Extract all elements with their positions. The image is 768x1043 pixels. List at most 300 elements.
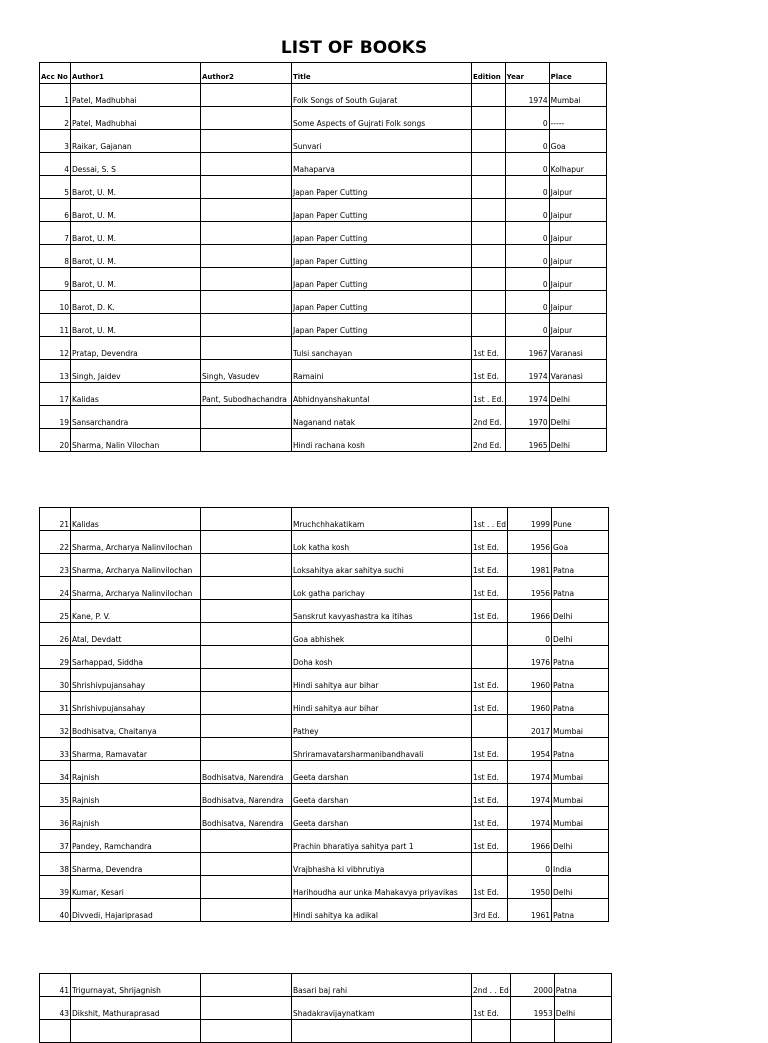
- cell-author1: Barot, U. M.: [71, 268, 201, 291]
- cell-year: 1961: [508, 899, 552, 922]
- cell-author2: [201, 623, 292, 646]
- cell-author2: [201, 997, 292, 1020]
- cell-edition: [472, 715, 508, 738]
- cell-author2: [201, 314, 292, 337]
- cell-title: Basari baj rahi: [292, 974, 472, 997]
- cell-author1: Sharma, Devendra: [71, 853, 201, 876]
- cell-place: Jaipur: [549, 268, 606, 291]
- cell-acc-no: 32: [40, 715, 71, 738]
- cell-edition: 1st Ed.: [472, 600, 508, 623]
- table-row: [40, 429, 607, 452]
- cell-acc-no: 43: [40, 997, 71, 1020]
- cell-title: Japan Paper Cutting: [292, 222, 472, 245]
- table-row: [40, 646, 609, 669]
- cell-acc-no: 17: [40, 383, 71, 406]
- cell-edition: 1st . . Ed: [472, 508, 508, 531]
- cell-place: Mumbai: [549, 84, 606, 107]
- cell-edition: [472, 107, 506, 130]
- cell-acc-no: 1: [40, 84, 71, 107]
- cell-title: Shadakravijaynatkam: [292, 997, 472, 1020]
- cell-place: Patna: [552, 738, 609, 761]
- cell-year: 1970: [505, 406, 549, 429]
- cell-place: Delhi: [549, 383, 606, 406]
- cell-author2: [201, 876, 292, 899]
- cell-edition: 1st Ed.: [472, 360, 506, 383]
- cell-author1: Divvedi, Hajariprasad: [71, 899, 201, 922]
- table-row: [40, 337, 607, 360]
- cell-author2: [201, 830, 292, 853]
- page-title: LIST OF BOOKS: [280, 38, 428, 58]
- cell-title: Doha kosh: [292, 646, 472, 669]
- cell-author1: Singh, Jaidev: [71, 360, 201, 383]
- cell-edition: [472, 314, 506, 337]
- cell-title: Pathey: [292, 715, 472, 738]
- table-row: [40, 1020, 612, 1043]
- cell-acc-no: 29: [40, 646, 71, 669]
- cell-place: Goa: [549, 130, 606, 153]
- cell-author2: [201, 715, 292, 738]
- cell-title: Geeta darshan: [292, 761, 472, 784]
- table-row: [40, 383, 607, 406]
- cell-title: Japan Paper Cutting: [292, 245, 472, 268]
- cell-acc-no: 9: [40, 268, 71, 291]
- cell-edition: 1st Ed.: [472, 554, 508, 577]
- table-row: [40, 291, 607, 314]
- cell-author2: [201, 899, 292, 922]
- cell-year: 1974: [505, 84, 549, 107]
- cell-author2: [201, 577, 292, 600]
- cell-author1: Barot, U. M.: [71, 222, 201, 245]
- cell-author1: Patel, Madhubhai: [71, 107, 201, 130]
- cell-year: 0: [505, 153, 549, 176]
- cell-place: Delhi: [552, 830, 609, 853]
- cell-year: 1960: [508, 692, 552, 715]
- cell-author1: Rajnish: [71, 761, 201, 784]
- cell-author2: [201, 153, 292, 176]
- cell-author2: [201, 692, 292, 715]
- cell-place: Patna: [552, 899, 609, 922]
- cell-place: Patna: [552, 669, 609, 692]
- cell-title: Lok katha kosh: [292, 531, 472, 554]
- table-row: [40, 360, 607, 383]
- cell-title: Shriramavatarsharmanibandhavali: [292, 738, 472, 761]
- header-author2: Author2: [201, 63, 292, 84]
- cell-title: Goa abhishek: [292, 623, 472, 646]
- cell-author1: Rajnish: [71, 784, 201, 807]
- cell-year: 1953: [510, 997, 554, 1020]
- cell-acc-no: 23: [40, 554, 71, 577]
- cell-acc-no: 21: [40, 508, 71, 531]
- cell-acc-no: 20: [40, 429, 71, 452]
- cell-author1: Barot, U. M.: [71, 199, 201, 222]
- cell-author1: Pandey, Ramchandra: [71, 830, 201, 853]
- table-row: [40, 807, 609, 830]
- cell-author1: Atal, Devdatt: [71, 623, 201, 646]
- cell-title: Hindi sahitya aur bihar: [292, 669, 472, 692]
- cell-year: 1960: [508, 669, 552, 692]
- cell-author1: Barot, U. M.: [71, 176, 201, 199]
- cell-edition: 1st Ed.: [472, 669, 508, 692]
- cell-edition: [472, 853, 508, 876]
- cell-year: 1966: [508, 600, 552, 623]
- cell-author1: Barot, U. M.: [71, 314, 201, 337]
- table-row: [40, 508, 609, 531]
- books-table-block-1: [39, 62, 607, 452]
- cell-title: Geeta darshan: [292, 807, 472, 830]
- cell-edition: [472, 1020, 511, 1043]
- cell-year: 1974: [508, 784, 552, 807]
- cell-year: 0: [505, 222, 549, 245]
- table-row: [40, 406, 607, 429]
- cell-author2: [201, 222, 292, 245]
- cell-title: Japan Paper Cutting: [292, 291, 472, 314]
- header-edition: Edition: [472, 63, 506, 84]
- cell-place: Delhi: [552, 623, 609, 646]
- cell-place: -----: [549, 107, 606, 130]
- cell-author2: [201, 646, 292, 669]
- cell-year: 1999: [508, 508, 552, 531]
- table-row: [40, 314, 607, 337]
- cell-author2: [201, 291, 292, 314]
- cell-author1: Kalidas: [71, 508, 201, 531]
- cell-title: Prachin bharatiya sahitya part 1: [292, 830, 472, 853]
- cell-edition: 1st Ed.: [472, 337, 506, 360]
- cell-place: Delhi: [552, 876, 609, 899]
- cell-author2: Bodhisatva, Narendra: [201, 761, 292, 784]
- cell-year: 1974: [505, 383, 549, 406]
- cell-place: Patna: [552, 646, 609, 669]
- cell-author2: [201, 600, 292, 623]
- cell-year: 0: [505, 176, 549, 199]
- cell-acc-no: 33: [40, 738, 71, 761]
- cell-edition: [472, 222, 506, 245]
- cell-author1: Sarhappad, Siddha: [71, 646, 201, 669]
- cell-year: 1954: [508, 738, 552, 761]
- cell-edition: 2nd . . Ed: [472, 974, 511, 997]
- cell-author2: Bodhisatva, Narendra: [201, 807, 292, 830]
- cell-year: 1974: [508, 761, 552, 784]
- cell-place: Patna: [552, 577, 609, 600]
- cell-edition: 2nd Ed.: [472, 429, 506, 452]
- cell-acc-no: 22: [40, 531, 71, 554]
- cell-author2: [201, 406, 292, 429]
- cell-place: Mumbai: [552, 761, 609, 784]
- cell-place: [554, 1020, 611, 1043]
- cell-acc-no: 36: [40, 807, 71, 830]
- cell-year: 1950: [508, 876, 552, 899]
- cell-author2: [201, 974, 292, 997]
- cell-author2: Pant, Subodhachandra: [201, 383, 292, 406]
- header-title: Title: [292, 63, 472, 84]
- cell-title: Harihoudha aur unka Mahakavya priyavikas: [292, 876, 472, 899]
- cell-place: Kolhapur: [549, 153, 606, 176]
- cell-edition: [472, 84, 506, 107]
- cell-acc-no: 8: [40, 245, 71, 268]
- table-row: [40, 738, 609, 761]
- cell-author1: Pratap, Devendra: [71, 337, 201, 360]
- cell-author1: Dessai, S. S: [71, 153, 201, 176]
- cell-edition: 1st Ed.: [472, 761, 508, 784]
- cell-author1: Sharma, Archarya Nalinvilochan: [71, 554, 201, 577]
- cell-title: Japan Paper Cutting: [292, 314, 472, 337]
- header-place: Place: [549, 63, 606, 84]
- cell-edition: [472, 153, 506, 176]
- cell-place: Jaipur: [549, 222, 606, 245]
- cell-year: 0: [505, 130, 549, 153]
- table-row: [40, 623, 609, 646]
- cell-acc-no: 35: [40, 784, 71, 807]
- cell-acc-no: 40: [40, 899, 71, 922]
- cell-place: Jaipur: [549, 199, 606, 222]
- cell-author1: Sharma, Archarya Nalinvilochan: [71, 531, 201, 554]
- table-row: [40, 600, 609, 623]
- cell-acc-no: 37: [40, 830, 71, 853]
- cell-edition: 1st . Ed.: [472, 383, 506, 406]
- cell-year: 0: [505, 107, 549, 130]
- table-row: [40, 899, 609, 922]
- cell-author1: Kumar, Kesari: [71, 876, 201, 899]
- cell-title: Loksahitya akar sahitya suchi: [292, 554, 472, 577]
- cell-title: Folk Songs of South Gujarat: [292, 84, 472, 107]
- cell-edition: 1st Ed.: [472, 830, 508, 853]
- cell-place: Delhi: [549, 429, 606, 452]
- cell-edition: [472, 646, 508, 669]
- cell-author1: Sharma, Nalin Vilochan: [71, 429, 201, 452]
- cell-place: Goa: [552, 531, 609, 554]
- cell-acc-no: 26: [40, 623, 71, 646]
- books-table-block-2: [39, 507, 609, 922]
- table-row: [40, 577, 609, 600]
- cell-title: Lok gatha parichay: [292, 577, 472, 600]
- cell-edition: 3rd Ed.: [472, 899, 508, 922]
- cell-title: Tulsi sanchayan: [292, 337, 472, 360]
- cell-year: 2000: [510, 974, 554, 997]
- cell-place: Mumbai: [552, 784, 609, 807]
- table-row: [40, 876, 609, 899]
- books-table-block-3: [39, 973, 612, 1043]
- cell-place: Patna: [552, 692, 609, 715]
- cell-title: Ramaini: [292, 360, 472, 383]
- cell-title: Hindi sahitya ka adikal: [292, 899, 472, 922]
- cell-author2: [201, 199, 292, 222]
- table-header-row: [40, 63, 607, 84]
- cell-acc-no: 11: [40, 314, 71, 337]
- cell-year: 0: [505, 245, 549, 268]
- cell-title: Naganand natak: [292, 406, 472, 429]
- cell-year: 2017: [508, 715, 552, 738]
- cell-edition: [472, 268, 506, 291]
- cell-edition: 1st Ed.: [472, 577, 508, 600]
- cell-author2: Bodhisatva, Narendra: [201, 784, 292, 807]
- cell-edition: 1st Ed.: [472, 784, 508, 807]
- cell-edition: 1st Ed.: [472, 692, 508, 715]
- cell-title: Abhidnyanshakuntal: [292, 383, 472, 406]
- cell-year: 1956: [508, 577, 552, 600]
- table-row: [40, 692, 609, 715]
- cell-author1: Dikshit, Mathuraprasad: [71, 997, 201, 1020]
- cell-year: 0: [505, 314, 549, 337]
- table-row: [40, 830, 609, 853]
- cell-place: India: [552, 853, 609, 876]
- table-row: [40, 715, 609, 738]
- header-author1: Author1: [71, 63, 201, 84]
- cell-author2: [201, 107, 292, 130]
- cell-author2: [201, 337, 292, 360]
- cell-title: [292, 1020, 472, 1043]
- cell-author2: [201, 669, 292, 692]
- cell-author2: [201, 738, 292, 761]
- cell-acc-no: 39: [40, 876, 71, 899]
- cell-place: Pune: [552, 508, 609, 531]
- cell-acc-no: 2: [40, 107, 71, 130]
- cell-author2: [201, 853, 292, 876]
- cell-author1: Shrishivpujansahay: [71, 692, 201, 715]
- cell-year: 1956: [508, 531, 552, 554]
- cell-acc-no: 24: [40, 577, 71, 600]
- table-row: [40, 245, 607, 268]
- cell-acc-no: 25: [40, 600, 71, 623]
- table-row: [40, 268, 607, 291]
- cell-author2: [201, 268, 292, 291]
- cell-author2: [201, 84, 292, 107]
- cell-acc-no: 10: [40, 291, 71, 314]
- cell-year: 0: [505, 291, 549, 314]
- cell-year: 1967: [505, 337, 549, 360]
- cell-edition: [472, 176, 506, 199]
- table-row: [40, 153, 607, 176]
- cell-title: Japan Paper Cutting: [292, 268, 472, 291]
- cell-author1: Sansarchandra: [71, 406, 201, 429]
- cell-edition: [472, 199, 506, 222]
- cell-acc-no: 3: [40, 130, 71, 153]
- cell-place: Varanasi: [549, 337, 606, 360]
- cell-year: 1974: [508, 807, 552, 830]
- cell-place: Patna: [552, 554, 609, 577]
- table-row: [40, 531, 609, 554]
- cell-year: 1981: [508, 554, 552, 577]
- cell-year: 0: [508, 623, 552, 646]
- table-row: [40, 554, 609, 577]
- cell-year: 0: [505, 199, 549, 222]
- cell-author1: Barot, D. K.: [71, 291, 201, 314]
- cell-edition: 1st Ed.: [472, 997, 511, 1020]
- table-row: [40, 669, 609, 692]
- cell-author2: Singh, Vasudev: [201, 360, 292, 383]
- cell-acc-no: 30: [40, 669, 71, 692]
- cell-author1: Sharma, Archarya Nalinvilochan: [71, 577, 201, 600]
- cell-edition: 2nd Ed.: [472, 406, 506, 429]
- cell-place: Mumbai: [552, 715, 609, 738]
- cell-author2: [201, 1020, 292, 1043]
- cell-title: Mahaparva: [292, 153, 472, 176]
- cell-author1: Raikar, Gajanan: [71, 130, 201, 153]
- table-row: [40, 784, 609, 807]
- table-row: [40, 130, 607, 153]
- cell-author1: Kalidas: [71, 383, 201, 406]
- cell-edition: 1st Ed.: [472, 876, 508, 899]
- cell-title: Hindi rachana kosh: [292, 429, 472, 452]
- cell-acc-no: 31: [40, 692, 71, 715]
- cell-year: 1974: [505, 360, 549, 383]
- cell-author1: Barot, U. M.: [71, 245, 201, 268]
- table-row: [40, 997, 612, 1020]
- cell-edition: [472, 291, 506, 314]
- cell-author1: Rajnish: [71, 807, 201, 830]
- cell-acc-no: 38: [40, 853, 71, 876]
- cell-edition: 1st Ed.: [472, 738, 508, 761]
- cell-year: 1976: [508, 646, 552, 669]
- cell-place: Patna: [554, 974, 611, 997]
- cell-title: Geeta darshan: [292, 784, 472, 807]
- cell-author1: Trigurnayat, Shrijagnish: [71, 974, 201, 997]
- cell-author1: Sharma, Ramavatar: [71, 738, 201, 761]
- cell-acc-no: 5: [40, 176, 71, 199]
- cell-place: Delhi: [549, 406, 606, 429]
- cell-title: Sanskrut kavyashastra ka itihas: [292, 600, 472, 623]
- cell-author1: Patel, Madhubhai: [71, 84, 201, 107]
- cell-place: Jaipur: [549, 291, 606, 314]
- table-row: [40, 176, 607, 199]
- cell-place: Jaipur: [549, 176, 606, 199]
- header-acc-no: Acc No: [40, 63, 71, 84]
- cell-author1: [71, 1020, 201, 1043]
- cell-acc-no: 7: [40, 222, 71, 245]
- cell-place: Jaipur: [549, 314, 606, 337]
- cell-edition: [472, 130, 506, 153]
- table-row: [40, 761, 609, 784]
- cell-acc-no: 4: [40, 153, 71, 176]
- cell-place: Mumbai: [552, 807, 609, 830]
- cell-title: Japan Paper Cutting: [292, 199, 472, 222]
- table-row: [40, 222, 607, 245]
- cell-acc-no: 34: [40, 761, 71, 784]
- cell-year: 0: [505, 268, 549, 291]
- cell-place: Jaipur: [549, 245, 606, 268]
- cell-author2: [201, 429, 292, 452]
- cell-author2: [201, 245, 292, 268]
- cell-edition: 1st Ed.: [472, 531, 508, 554]
- cell-place: Delhi: [552, 600, 609, 623]
- cell-edition: 1st Ed.: [472, 807, 508, 830]
- cell-acc-no: [40, 1020, 71, 1043]
- cell-place: Delhi: [554, 997, 611, 1020]
- cell-author2: [201, 554, 292, 577]
- cell-acc-no: 6: [40, 199, 71, 222]
- table-row: [40, 107, 607, 130]
- cell-acc-no: 41: [40, 974, 71, 997]
- cell-edition: [472, 245, 506, 268]
- cell-title: Sunvari: [292, 130, 472, 153]
- cell-author2: [201, 130, 292, 153]
- table-row: [40, 84, 607, 107]
- cell-title: Mruchchhakatikam: [292, 508, 472, 531]
- cell-title: Hindi sahitya aur bihar: [292, 692, 472, 715]
- cell-author2: [201, 508, 292, 531]
- cell-edition: [472, 623, 508, 646]
- cell-author2: [201, 176, 292, 199]
- header-year: Year: [505, 63, 549, 84]
- cell-year: 1966: [508, 830, 552, 853]
- cell-acc-no: 19: [40, 406, 71, 429]
- cell-acc-no: 13: [40, 360, 71, 383]
- table-row: [40, 974, 612, 997]
- cell-author1: Shrishivpujansahay: [71, 669, 201, 692]
- cell-year: 1965: [505, 429, 549, 452]
- cell-title: Some Aspects of Gujrati Folk songs: [292, 107, 472, 130]
- cell-author1: Kane, P. V.: [71, 600, 201, 623]
- cell-place: Varanasi: [549, 360, 606, 383]
- cell-author1: Bodhisatva, Chaitanya: [71, 715, 201, 738]
